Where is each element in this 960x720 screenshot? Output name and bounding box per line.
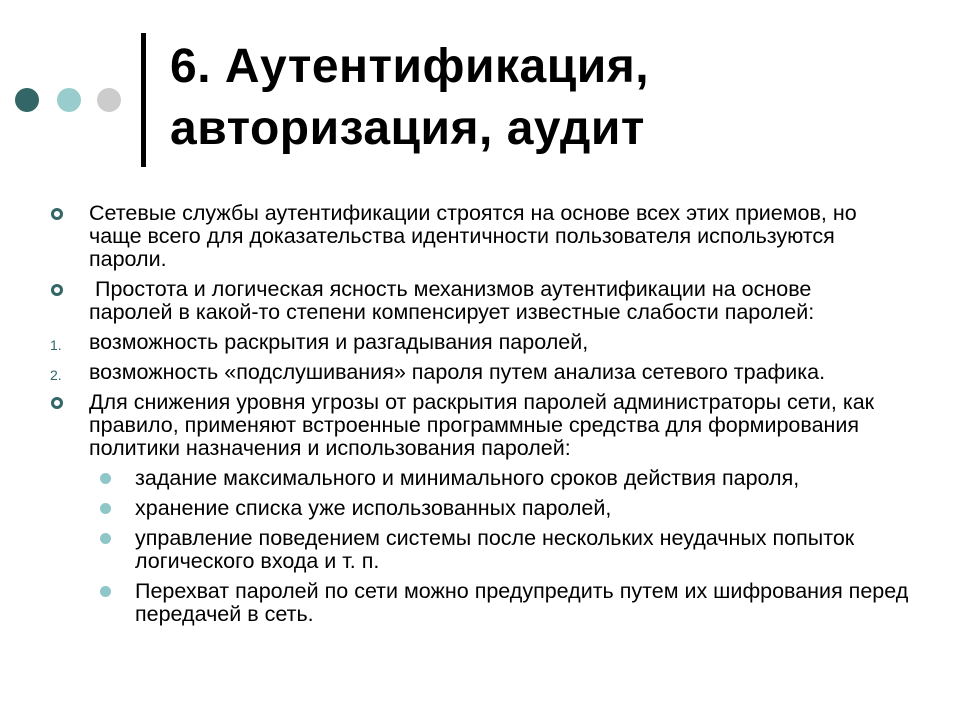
dot-light-teal-icon [57, 88, 81, 112]
bullet-text: Простота и логическая ясность механизмов аутентификации на основе паролей в какой-то степени компенсирует известные слабости паролей: [89, 277, 818, 324]
title-line-1: 6. Аутентификация, [170, 40, 650, 93]
ring-bullet-icon [51, 397, 63, 409]
title-divider [141, 33, 146, 167]
bullet-item [0, 278, 960, 324]
title-line-2: авторизация, аудит [170, 102, 645, 155]
sub-bullet-item [0, 497, 960, 520]
number-marker: 2. [50, 367, 62, 383]
dot-gray-icon [97, 88, 121, 112]
sub-bullet-item [0, 527, 960, 573]
bullet-item [0, 202, 960, 271]
dot-bullet-icon [100, 586, 111, 597]
sub-bullet-item [0, 467, 960, 490]
ring-bullet-icon [51, 208, 63, 220]
numbered-text: возможность «подслушивания» пароля путем анализа сетевого трафика. [89, 360, 826, 384]
dot-bullet-icon [100, 503, 111, 514]
sub-bullet-text: задание максимального и минимального сроков действия пароля, [135, 466, 800, 490]
bullet-text: Сетевые службы аутентификации строятся на основе всех этих приемов, но чаще всего для доказательства идентичности пользователя используются пароли. [89, 201, 857, 271]
dot-dark-teal-icon [15, 88, 39, 112]
sub-bullet-text: Перехват паролей по сети можно предупредить путем их шифрования перед передачей в сеть. [135, 579, 909, 626]
numbered-item [0, 331, 960, 354]
sub-bullet-text: управление поведением системы после нескольких неудачных попыток логического входа и т. п. [135, 526, 855, 573]
numbered-text: возможность раскрытия и разгадывания паролей, [89, 330, 589, 354]
ring-bullet-icon [51, 284, 63, 296]
dot-bullet-icon [100, 473, 111, 484]
slide-title [170, 36, 649, 160]
number-marker: 1. [50, 337, 62, 353]
slide-body [0, 202, 960, 633]
numbered-item [0, 361, 960, 384]
sub-bullet-text: хранение списка уже использованных паролей, [135, 496, 612, 520]
bullet-item [0, 391, 960, 460]
bullet-text: Для снижения уровня угрозы от раскрытия паролей администраторы сети, как правило, применяют встроенные программные средства для формирования политики назначения и использования паролей: [89, 390, 875, 460]
sub-bullet-item [0, 580, 960, 626]
dot-bullet-icon [100, 533, 111, 544]
